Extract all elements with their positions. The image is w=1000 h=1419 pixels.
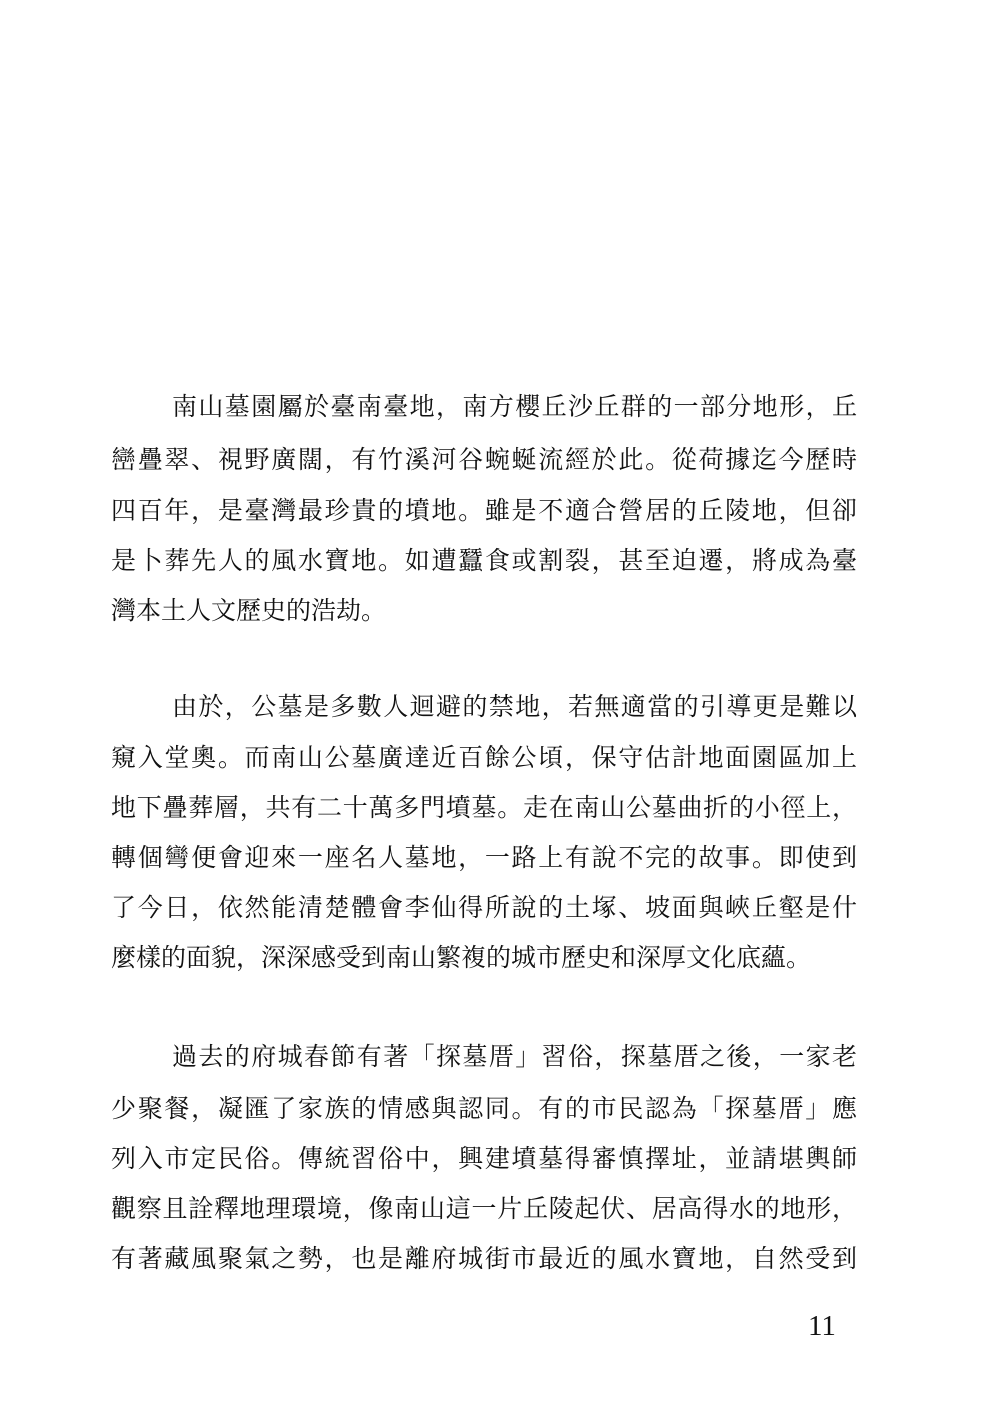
paragraph-2-line-5: 了今日，依然能清楚體會李仙得所說的土塚、坡面與峽丘壑是什 [111,893,857,922]
paragraph-1-line-2: 巒疊翠、視野廣闊，有竹溪河谷蜿蜒流經於此。從荷據迄今歷時 [111,445,857,474]
paragraph-2-line-1: 由於，公墓是多數人迴避的禁地，若無適當的引導更是難以 [172,692,857,721]
paragraph-1-line-4: 是卜葬先人的風水寶地。如遭蠶食或割裂，甚至迫遷，將成為臺 [111,546,857,575]
paragraph-3-line-4: 觀察且詮釋地理環境，像南山這一片丘陵起伏、居高得水的地形， [111,1194,857,1223]
paragraph-3-line-3: 列入市定民俗。傳統習俗中，興建墳墓得審慎擇址，並請堪輿師 [111,1144,857,1173]
paragraph-2-line-6: 麼樣的面貌，深深感受到南山繁複的城市歷史和深厚文化底蘊。 [111,943,812,972]
paragraph-3-line-1: 過去的府城春節有著「探墓厝」習俗，探墓厝之後，一家老 [172,1042,857,1071]
page-number: 11 [808,1310,836,1342]
paragraph-1-line-3: 四百年，是臺灣最珍貴的墳地。雖是不適合營居的丘陵地，但卻 [111,496,857,525]
paragraph-2-line-4: 轉個彎便會迎來一座名人墓地，一路上有說不完的故事。即使到 [111,843,857,872]
paragraph-3-line-2: 少聚餐，凝匯了家族的情感與認同。有的市民認為「探墓厝」應 [111,1094,857,1123]
paragraph-2-line-2: 窺入堂奧。而南山公墓廣達近百餘公頃，保守估計地面園區加上 [111,743,857,772]
paragraph-1-line-5: 灣本土人文歷史的浩劫。 [111,596,387,625]
paragraph-3-line-5: 有著藏風聚氣之勢，也是離府城街市最近的風水寶地，自然受到 [111,1244,857,1273]
paragraph-1-line-1: 南山墓園屬於臺南臺地，南方櫻丘沙丘群的一部分地形，丘 [172,392,857,421]
paragraph-2-line-3: 地下疊葬層，共有二十萬多門墳墓。走在南山公墓曲折的小徑上， [111,793,857,822]
